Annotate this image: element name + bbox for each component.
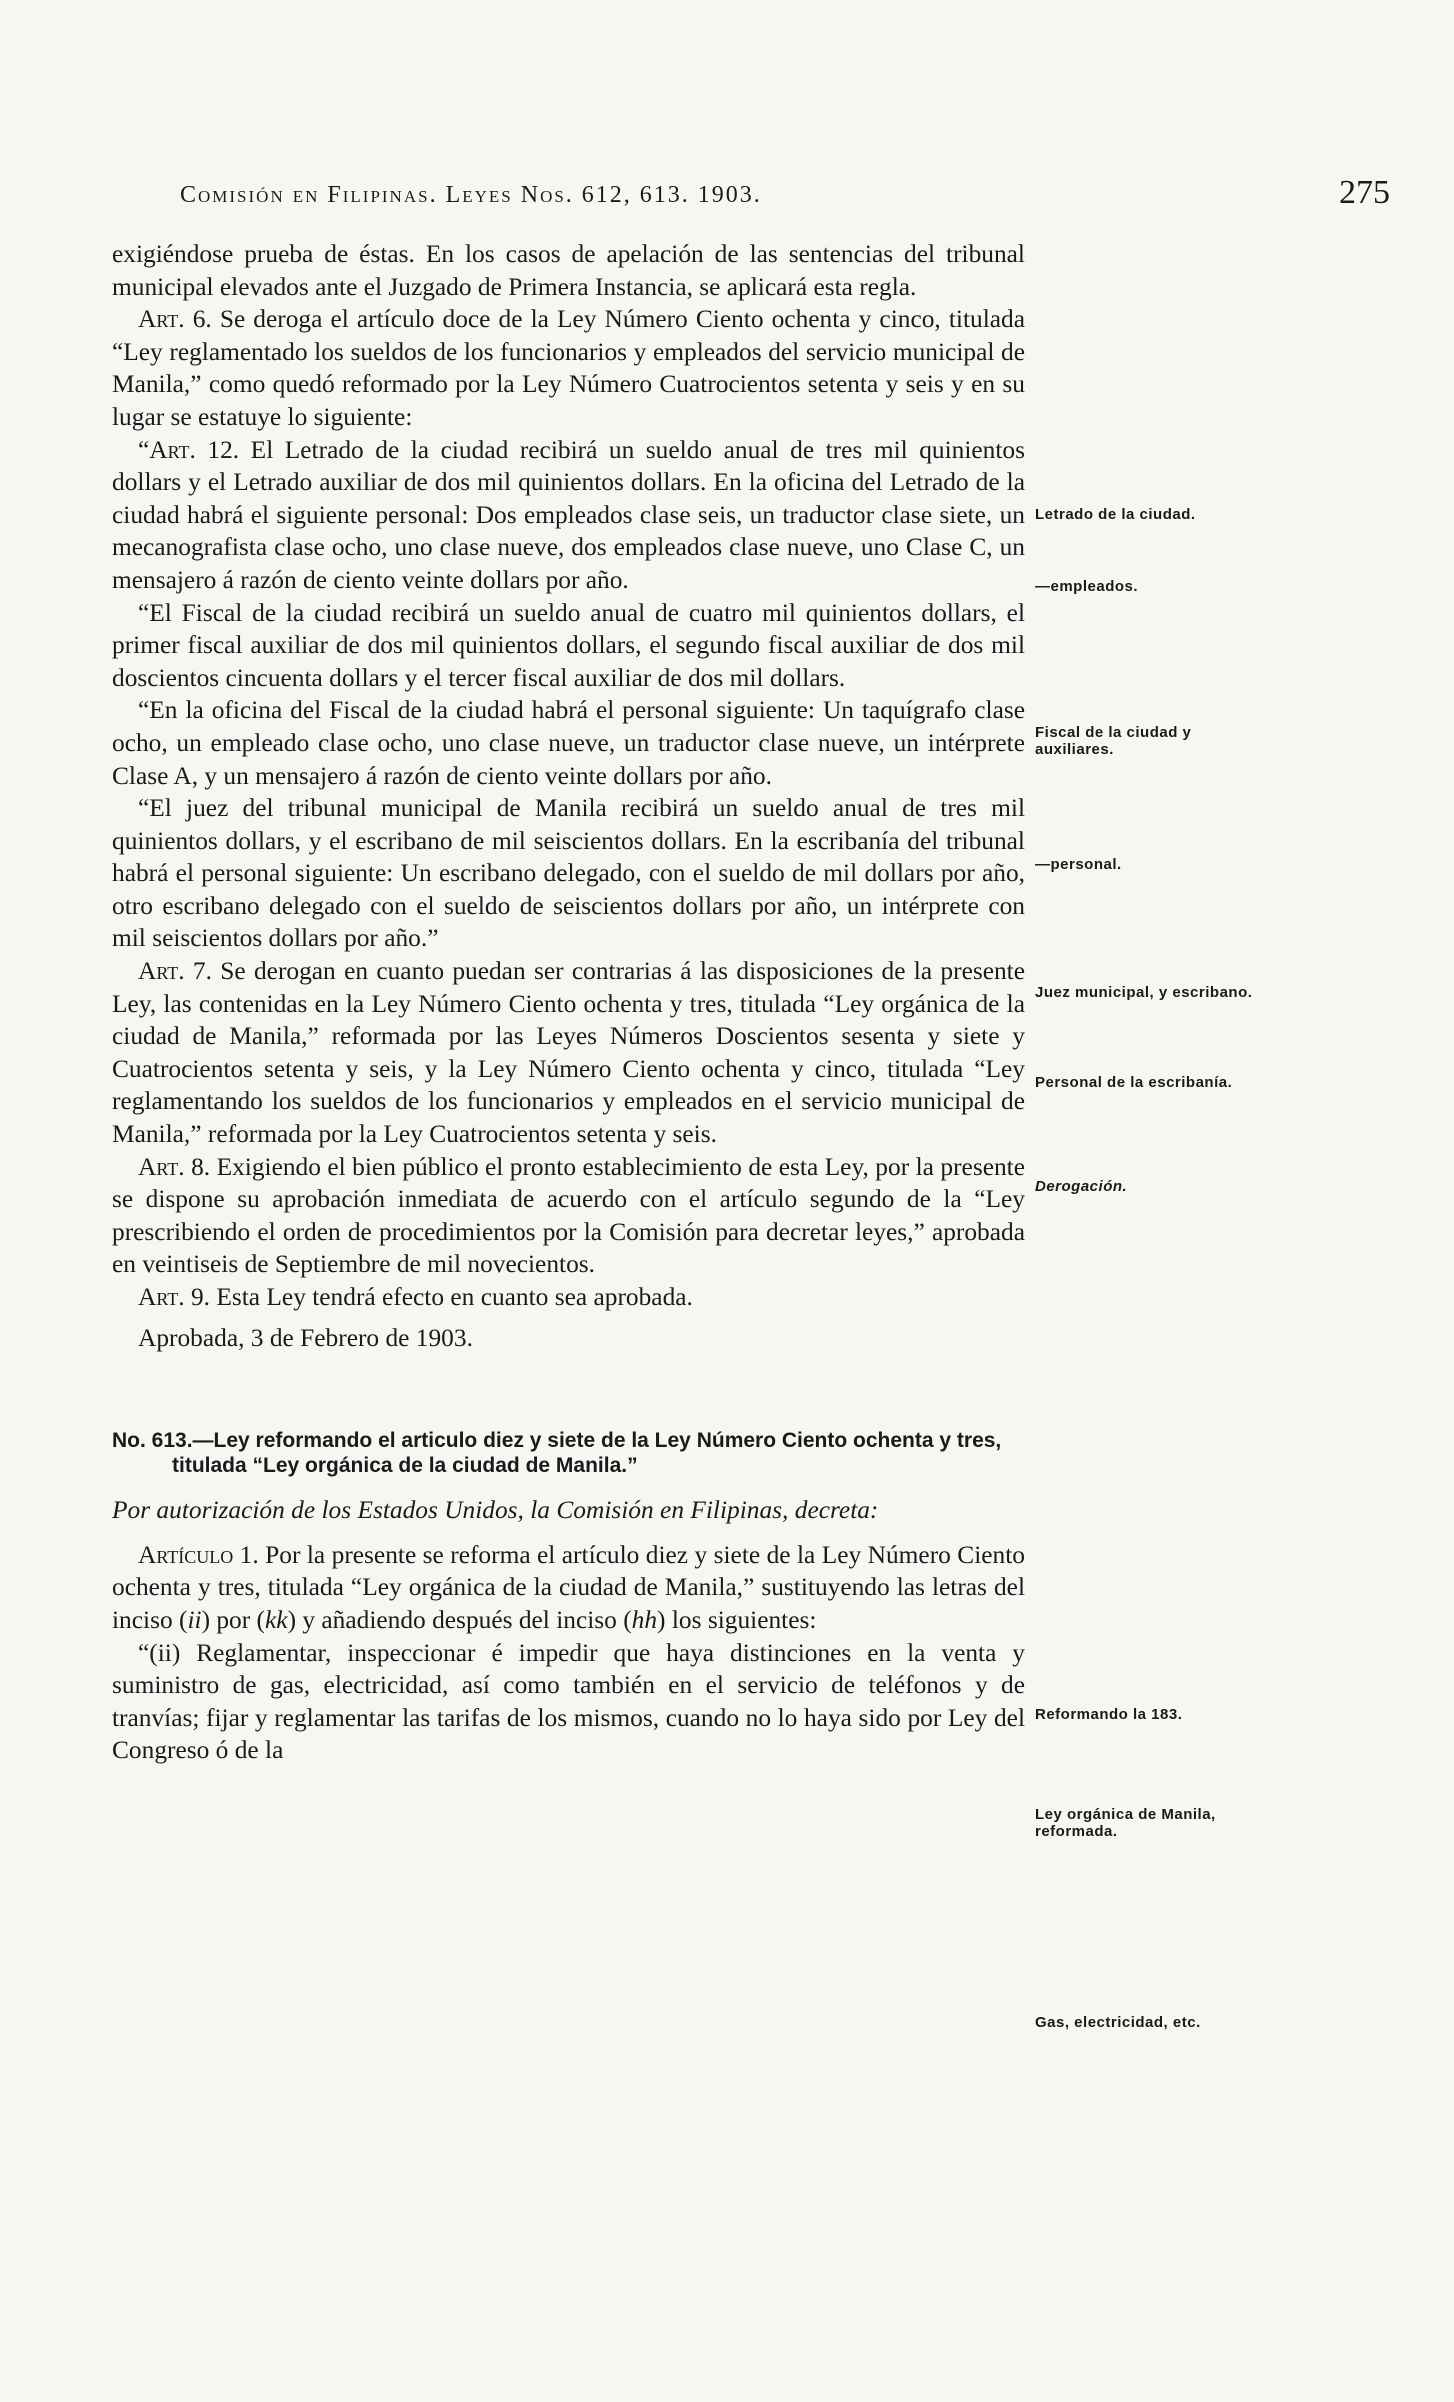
subsection-ref: ii — [187, 1605, 202, 1634]
article-text: ) por ( — [201, 1605, 266, 1634]
law-613-title: No. 613.—Ley reformando el articulo diez y siete de la Ley Número Ciento ochenta y tres, titulada “Ley orgánica de la ciudad de Manila.” — [112, 1429, 1002, 1478]
subsection-ii — [112, 1637, 1025, 1767]
article-label: Artículo 1. — [138, 1540, 259, 1569]
article-label: Art. 6. — [138, 305, 212, 334]
article-text: Se derogan en cuanto puedan ser contrarias á las disposiciones de la presente Ley, las contenidas en la Ley Número Ciento ochenta y tres, titulada “Ley orgánica de la ciudad de Manila,” reformada por las Leyes Números Doscientos sesenta y siete y Cuatrocientos setenta y seis, y la Ley Número Ciento ochenta y cinco, titulada “Ley reglamentando los sueldos de los funcionarios y empleados en el servicio municipal de Manila,” reformada por la Ley Cuatrocientos setenta y seis. — [112, 957, 1026, 1149]
enacting-clause: Por autorización de los Estados Unidos, la Comisión en Filipinas, decreta: — [112, 1496, 879, 1525]
paragraph-fiscal: “El Fiscal de la ciudad recibirá un sueldo anual de cuatro mil quinientos dollars, el primer fiscal auxiliar de dos mil quinientos dollars, el segundo fiscal auxiliar de dos mil doscientos cincuenta dollars y el tercer fiscal auxiliar de dos mil dollars. — [112, 598, 1025, 692]
article-label: Art. 9. — [138, 1283, 210, 1311]
margin-note: Gas, electricidad, etc. — [1035, 2014, 1201, 2031]
margin-note: Personal de la escribanía. — [1035, 1074, 1233, 1091]
article-label: Art. 8. — [138, 1152, 211, 1181]
article-text: Exigiendo el bien público el pronto establecimiento de esta Ley, por la presente se dispone su aprobación inmediata de acuerdo con el artículo segundo de la “Ley prescribiendo el orden de procedimientos por la Comisión para decretar leyes,” aprobada en veintiseis de Septiembre de mil novecientos. — [112, 1152, 1025, 1279]
article-text: El Letrado de la ciudad recibirá un sueldo anual de tres mil quinientos dollars y el Letrado auxiliar de dos mil quinientos dollars. En la oficina del Letrado de la ciudad habrá el siguiente personal: Dos empleados clase seis, un traductor clase siete, un mecanografista clase ocho, uno clase nueve, dos empleados clase nueve, uno Clase C, un mensajero á razón de ciento veinte dollars por año. — [112, 435, 1025, 594]
paragraph-juez: “El juez del tribunal municipal de Manila recibirá un sueldo anual de tres mil quinientos dollars, y el escribano de mil seiscientos dollars. En la escribanía del tribunal habrá el personal siguiente: Un escribano delegado, con el sueldo de mil dollars por año, otro escribano delegado con el sueldo de seiscientos dollars por año, un intérprete con mil seiscientos dollars por año.” — [112, 794, 1025, 953]
margin-note: —personal. — [1035, 856, 1122, 873]
paragraph: exigiéndose prueba de éstas. En los casos de apelación de las sentencias del tribunal municipal elevados ante el Juzgado de Primera Instancia, se aplicará esta regla. — [112, 240, 1025, 301]
paragraph-oficina: “En la oficina del Fiscal de la ciudad habrá el personal siguiente: Un taquígrafo clase ocho, un empleado clase ocho, uno clase nueve, un traductor clase nueve, un intérprete Clase A, y un mensajero á razón de ciento veinte dollars por año. — [112, 696, 1025, 790]
subsection-ref: kk — [265, 1605, 288, 1634]
article-7 — [112, 955, 1025, 1151]
margin-note: Fiscal de la ciudad y auxiliares. — [1035, 724, 1192, 758]
article-text: Esta Ley tendrá efecto en cuanto sea aprobada. — [210, 1283, 693, 1311]
subsection-label: “(ii) — [138, 1638, 181, 1667]
page-number: 275 — [1339, 174, 1390, 211]
article-text: Se deroga el artículo doce de la Ley Número Ciento ochenta y cinco, titulada “Ley reglamentado los sueldos de los funcionarios y empleados del servicio municipal de Manila,” como quedó reformado por la Ley Número Cuatrocientos setenta y seis y en su lugar se estatuye lo siguiente: — [112, 305, 1025, 431]
body-text — [112, 238, 1025, 1767]
subsection-ref: hh — [631, 1605, 658, 1634]
article-text: Por la presente se reforma el artículo diez y siete de la Ley Número Ciento ochenta y tres, titulada “Ley orgánica de la ciudad de Manila,” sustituyendo las letras del inciso ( — [112, 1540, 1025, 1634]
margin-note: Letrado de la ciudad. — [1035, 506, 1196, 523]
article-1 — [112, 1539, 1025, 1637]
margin-note: Ley orgánica de Manila, reformada. — [1035, 1806, 1216, 1840]
article-12 — [112, 434, 1025, 597]
margin-note: Derogación. — [1035, 1178, 1128, 1195]
margin-note: —empleados. — [1035, 578, 1139, 595]
running-head: Comisión en Filipinas. Leyes Nos. 612, 613. 1903. — [180, 182, 762, 208]
page-header — [180, 174, 1390, 230]
article-text: ) los siguientes: — [657, 1605, 817, 1634]
approval-date: Aprobada, 3 de Febrero de 1903. — [138, 1323, 473, 1352]
article-text: ) y añadiendo después del inciso ( — [287, 1605, 632, 1634]
subsection-text: Reglamentar, inspeccionar é impedir que haya distinciones en la venta y suministro de gas, electricidad, así como también en el servicio de teléfonos y de tranvías; fijar y reglamentar las tarifas de los mismos, cuando no lo haya sido por Ley del Congreso ó de la — [112, 1638, 1025, 1765]
article-label: “Art. 12. — [138, 435, 240, 464]
margin-note: Juez municipal, y escribano. — [1035, 984, 1253, 1001]
article-8 — [112, 1151, 1025, 1281]
article-6 — [112, 303, 1025, 433]
article-9 — [112, 1281, 1025, 1314]
margin-note: Reformando la 183. — [1035, 1706, 1183, 1723]
article-label: Art. 7. — [138, 957, 212, 986]
